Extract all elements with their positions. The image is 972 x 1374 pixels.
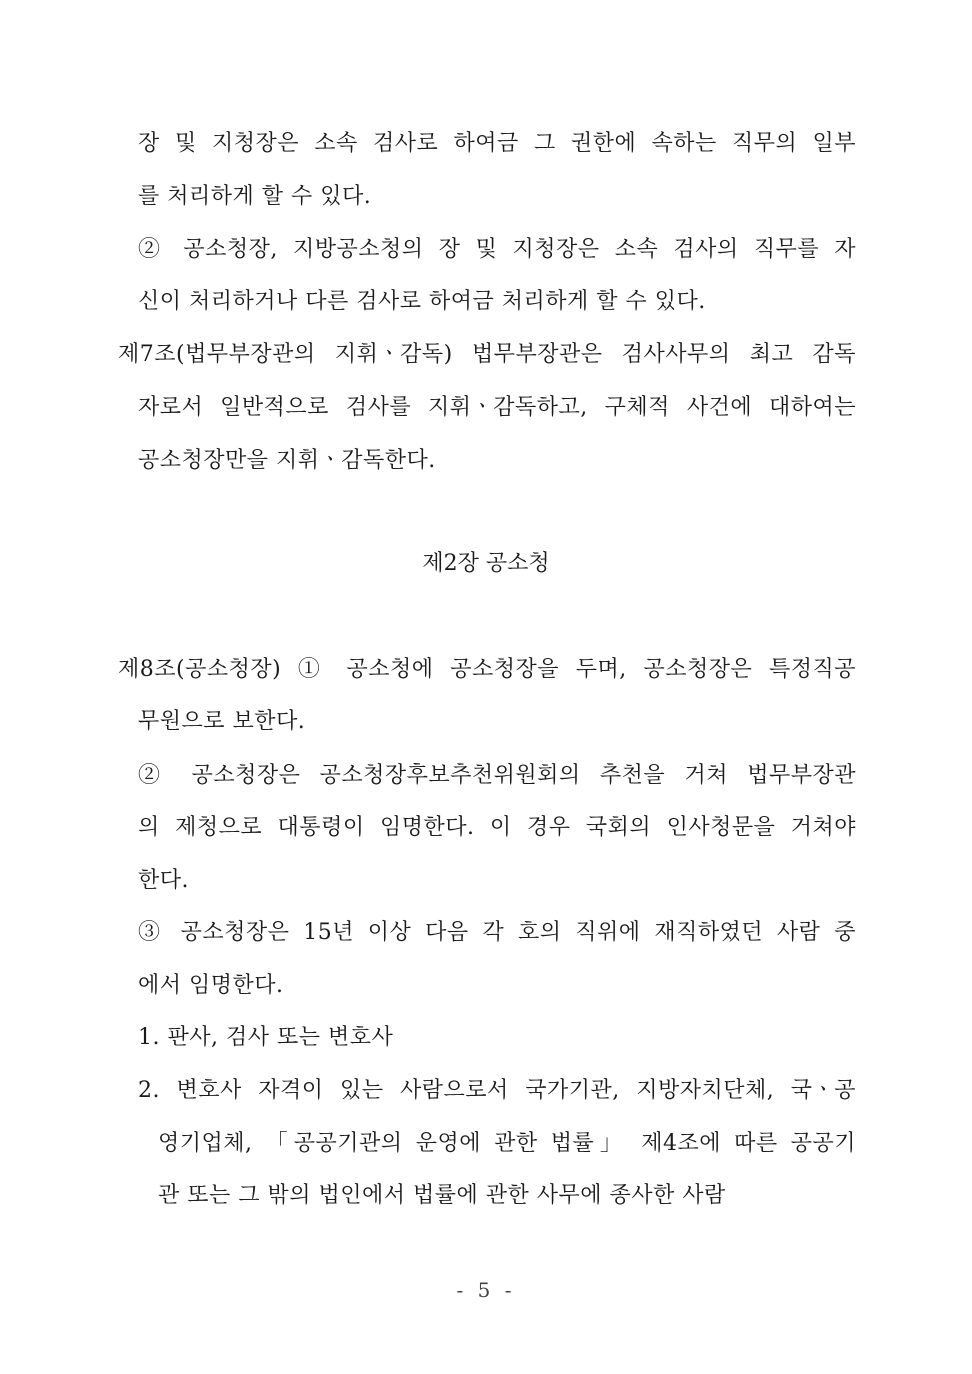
article-heading-line: 제7조(법무부장관의 지휘ㆍ감독) 법무부장관은 검사사무의 최고 감독 bbox=[118, 342, 856, 367]
text-line: 장 및 지청장은 소속 검사로 하여금 그 권한에 속하는 직무의 일부 bbox=[138, 131, 856, 156]
text-line: 자로서 일반적으로 검사를 지휘ㆍ감독하고, 구체적 사건에 대하여는 bbox=[138, 395, 856, 420]
page-number: - 5 - bbox=[456, 1278, 516, 1302]
text-line: 신이 처리하거나 다른 검사로 하여금 처리하게 할 수 있다. bbox=[138, 289, 706, 314]
text-line: 한다. bbox=[138, 868, 189, 893]
text-line: ② 공소청장은 공소청장후보추천위원회의 추천을 거쳐 법무부장관 bbox=[138, 763, 856, 788]
text-line: 에서 임명한다. bbox=[138, 973, 284, 998]
list-item-continuation: 영기업체, 「공공기관의 운영에 관한 법률」 제4조에 따른 공공기 bbox=[158, 1131, 856, 1156]
text-line: 의 제청으로 대통령이 임명한다. 이 경우 국회의 인사청문을 거쳐야 bbox=[138, 815, 856, 840]
text-line: ③ 공소청장은 15년 이상 다음 각 호의 직위에 재직하였던 사람 중 bbox=[138, 920, 856, 945]
list-item-continuation: 관 또는 그 밖의 법인에서 법률에 관한 사무에 종사한 사람 bbox=[158, 1183, 726, 1208]
text-line: 를 처리하게 할 수 있다. bbox=[138, 184, 372, 209]
chapter-title: 제2장 공소청 bbox=[422, 551, 550, 576]
text-line: 무원으로 보한다. bbox=[138, 709, 306, 734]
text-line: 공소청장만을 지휘ㆍ감독한다. bbox=[138, 448, 436, 473]
text-line: ② 공소청장, 지방공소청의 장 및 지청장은 소속 검사의 직무를 자 bbox=[138, 237, 856, 262]
list-item: 2. 변호사 자격이 있는 사람으로서 국가기관, 지방자치단체, 국ㆍ공 bbox=[138, 1078, 856, 1103]
list-item: 1. 판사, 검사 또는 변호사 bbox=[138, 1025, 394, 1050]
article-heading-line: 제8조(공소청장) ① 공소청에 공소청장을 두며, 공소청장은 특정직공 bbox=[118, 657, 856, 682]
